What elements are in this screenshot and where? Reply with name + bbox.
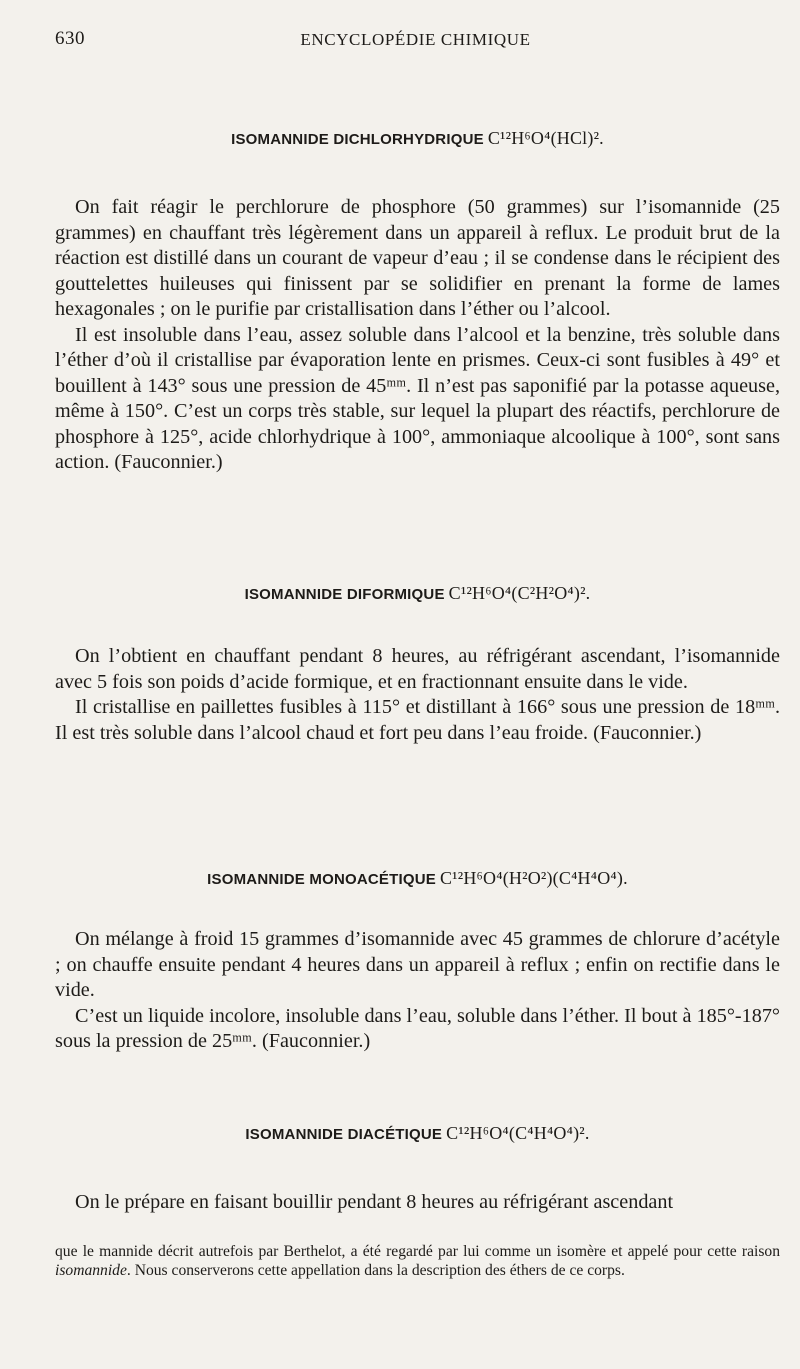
section-formula: C¹²H⁶O⁴(C²H²O⁴)². [448,583,591,603]
running-title: ENCYCLOPÉDIE CHIMIQUE [300,30,531,49]
footnote [55,1243,780,1280]
paragraph: C’est un liquide incolore, insoluble dans l’eau, soluble dans l’éther. Il bout à 185°-187° sous la pression de 25ᵐᵐ. (Fauconnier.) [55,1004,780,1052]
section-heading [55,128,780,149]
section-title: ISOMANNIDE MONOACÉTIQUE [207,871,436,888]
section-formula: C¹²H⁶O⁴(H²O²)(C⁴H⁴O⁴). [439,868,628,888]
footnote-text: . Nous conserverons cette appellation dans la description des éthers de ce corps. [126,1261,625,1279]
section-formula: C¹²H⁶O⁴(HCl)². [487,128,604,148]
section-body [55,927,780,1055]
section-heading [55,583,780,604]
paragraph: Il cristallise en paillettes fusibles à 115° et distillant à 166° sous une pression de 18ᵐᵐ. Il est très soluble dans l’alcool chaud et fort peu dans l’eau froide. (Fauconnier.) [55,696,780,744]
section-heading [55,1123,780,1144]
section-formula: C¹²H⁶O⁴(C⁴H⁴O⁴)². [446,1123,590,1143]
section-body [55,644,780,746]
paragraph: On le prépare en faisant bouillir pendant 8 heures au réfrigérant ascendant [75,1191,674,1213]
section-heading [55,868,780,889]
paragraph: Il est insoluble dans l’eau, assez soluble dans l’alcool et la benzine, très soluble dans l’éther d’où il cristallise par évaporation lente en prismes. Ceux-ci sont fusibles à 49° et bouillent à 143° sous une pression de 45ᵐᵐ. Il n’est pas saponifié par la potasse aqueuse, même à 150°. C’est un corps très stable, sur lequel la plupart des réactifs, perchlorure de phosphore à 125°, acide chlorhydrique à 100°, ammoniaque alcoolique à 100°, sont sans action. (Fauconnier.) [55,323,780,473]
paragraph: On l’obtient en chauffant pendant 8 heures, au réfrigérant ascendant, l’isomannide avec 5 fois son poids d’acide formique, et en fractionnant ensuite dans le vide. [55,645,780,693]
section-title: ISOMANNIDE DICHLORHYDRIQUE [231,131,484,148]
paragraph: On fait réagir le perchlorure de phosphore (50 grammes) sur l’isomannide (25 grammes) en chauffant très légèrement dans un appareil à reflux. Le produit brut de la réaction est distillé dans un courant de vapeur d’eau ; il se condense dans le récipient des gouttelettes huileuses qui finissent par se solidifier en prenant la forme de lames hexagonales ; on le purifie par cristallisation dans l’éther ou l’alcool. [55,196,780,320]
section-title: ISOMANNIDE DIFORMIQUE [244,586,445,603]
paragraph: On mélange à froid 15 grammes d’isomannide avec 45 grammes de chlorure d’acétyle ; on chauffe ensuite pendant 4 heures dans un appareil à reflux ; enfin on rectifie dans le vide. [55,928,780,1001]
section-body [55,1190,780,1216]
page-number: 630 [55,28,85,49]
footnote-italic: isomannide [55,1261,127,1279]
section-title: ISOMANNIDE DIACÉTIQUE [245,1126,443,1143]
section-body [55,195,780,476]
page-header [55,28,776,54]
footnote-text: que le mannide décrit autrefois par Berthelot, a été regardé par lui comme un isomère et appelé pour cette raison [55,1243,780,1260]
